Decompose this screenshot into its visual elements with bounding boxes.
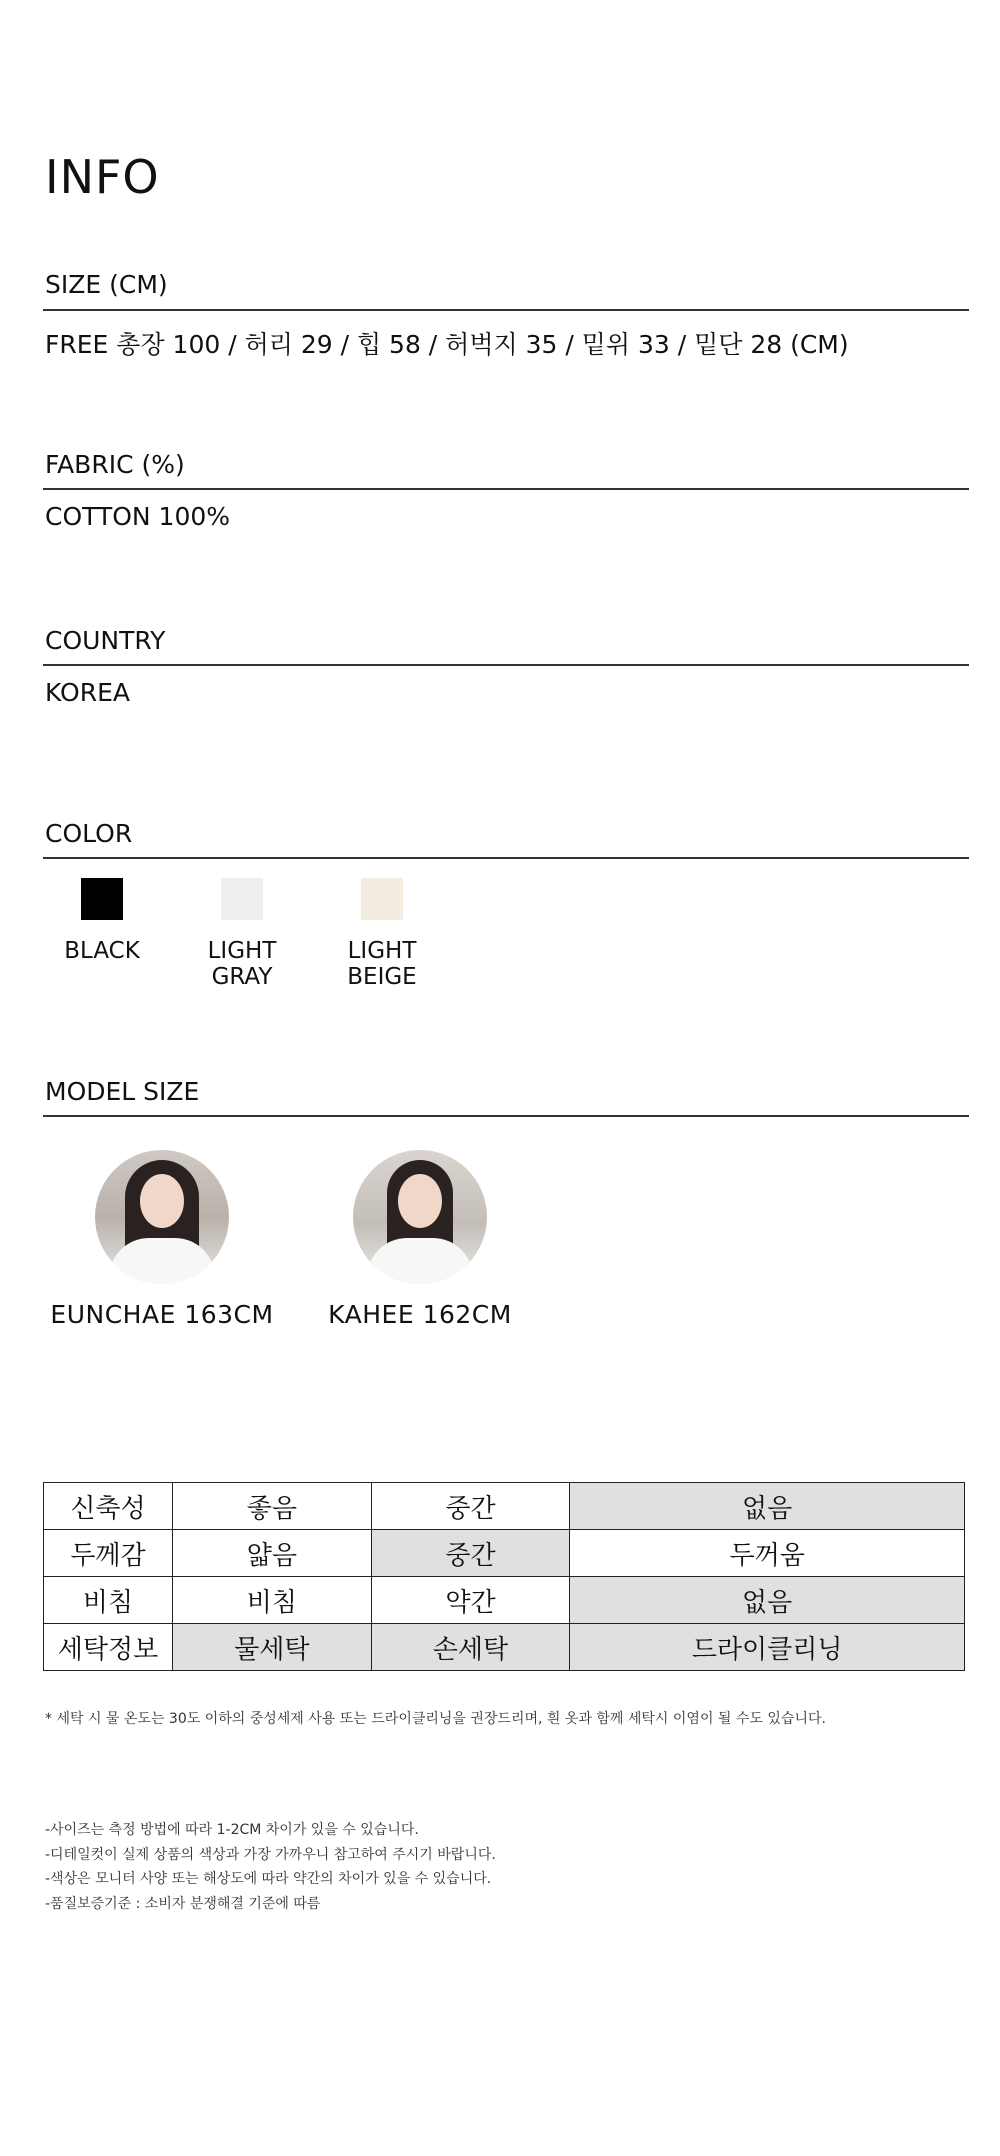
- model-eunchae: [42, 1150, 282, 1329]
- color-label-black: BLACK: [64, 938, 140, 964]
- color-swatch-light-beige: [361, 878, 403, 920]
- option-cell: 약간: [371, 1577, 570, 1624]
- row-label-sheerness: 비침: [44, 1577, 173, 1624]
- notice-item: -디테일컷이 실제 상품의 색상과 가장 가까우니 참고하여 주시기 바랍니다.: [45, 1846, 496, 1863]
- country-divider: [43, 664, 969, 666]
- notice-item: -색상은 모니터 사양 또는 해상도에 따라 약간의 차이가 있을 수 있습니다.: [45, 1871, 492, 1887]
- color-swatch-light-gray: [221, 878, 263, 920]
- table-row-thickness: [44, 1530, 965, 1577]
- option-cell: 중간: [371, 1483, 570, 1530]
- option-cell: 두꺼움: [570, 1530, 965, 1577]
- model-label-eunchae: EUNCHAE 163CM: [50, 1300, 274, 1329]
- color-heading: COLOR: [45, 819, 133, 848]
- option-cell: 드라이클리닝: [570, 1624, 965, 1671]
- size-value: FREE 총장 100 / 허리 29 / 힙 58 / 허벅지 35 / 밑위 33 / 밑단 28 (CM): [45, 330, 849, 359]
- model-kahee: [300, 1150, 540, 1329]
- model-photo-eunchae: [95, 1150, 229, 1284]
- color-divider: [43, 857, 969, 859]
- fabric-heading: FABRIC (%): [45, 450, 185, 479]
- model-photo-kahee: [353, 1150, 487, 1284]
- fabric-value: COTTON 100%: [45, 502, 231, 531]
- notice-list: [45, 1818, 496, 1916]
- fabric-spec-table: [43, 1482, 965, 1671]
- model-label-kahee: KAHEE 162CM: [328, 1300, 512, 1329]
- size-divider: [43, 309, 969, 311]
- option-cell: 없음: [570, 1577, 965, 1624]
- color-option-light-gray: [172, 878, 312, 990]
- color-swatch-black: [81, 878, 123, 920]
- row-label-thickness: 두께감: [44, 1530, 173, 1577]
- color-option-light-beige: [312, 878, 452, 990]
- option-cell: 비침: [173, 1577, 372, 1624]
- option-cell: 중간: [371, 1530, 570, 1577]
- color-option-black: [32, 878, 172, 964]
- table-row-stretch: [44, 1483, 965, 1530]
- fabric-divider: [43, 488, 969, 490]
- row-label-washing: 세탁정보: [44, 1624, 173, 1671]
- table-row-sheerness: [44, 1577, 965, 1624]
- option-cell: 좋음: [173, 1483, 372, 1530]
- notice-item: -품질보증기준 : 소비자 분쟁해결 기준에 따름: [45, 1895, 321, 1912]
- model-size-heading: MODEL SIZE: [45, 1077, 200, 1106]
- info-title: INFO: [45, 150, 160, 204]
- option-cell: 얇음: [173, 1530, 372, 1577]
- row-label-stretch: 신축성: [44, 1483, 173, 1530]
- color-label-light-gray: LIGHT GRAY: [207, 938, 277, 990]
- size-heading: SIZE (CM): [45, 270, 168, 299]
- option-cell: 없음: [570, 1483, 965, 1530]
- country-value: KOREA: [45, 678, 130, 707]
- wash-note: * 세탁 시 물 온도는 30도 이하의 중성세제 사용 또는 드라이클리닝을 권장드리며, 흰 옷과 함께 세탁시 이염이 될 수도 있습니다.: [45, 1711, 826, 1727]
- option-cell: 물세탁: [173, 1624, 372, 1671]
- notice-item: -사이즈는 측정 방법에 따라 1-2CM 차이가 있을 수 있습니다.: [45, 1822, 419, 1838]
- option-cell: 손세탁: [371, 1624, 570, 1671]
- color-label-light-beige: LIGHT BEIGE: [347, 938, 417, 990]
- country-heading: COUNTRY: [45, 626, 166, 655]
- model-size-divider: [43, 1115, 969, 1117]
- table-row-washing: [44, 1624, 965, 1671]
